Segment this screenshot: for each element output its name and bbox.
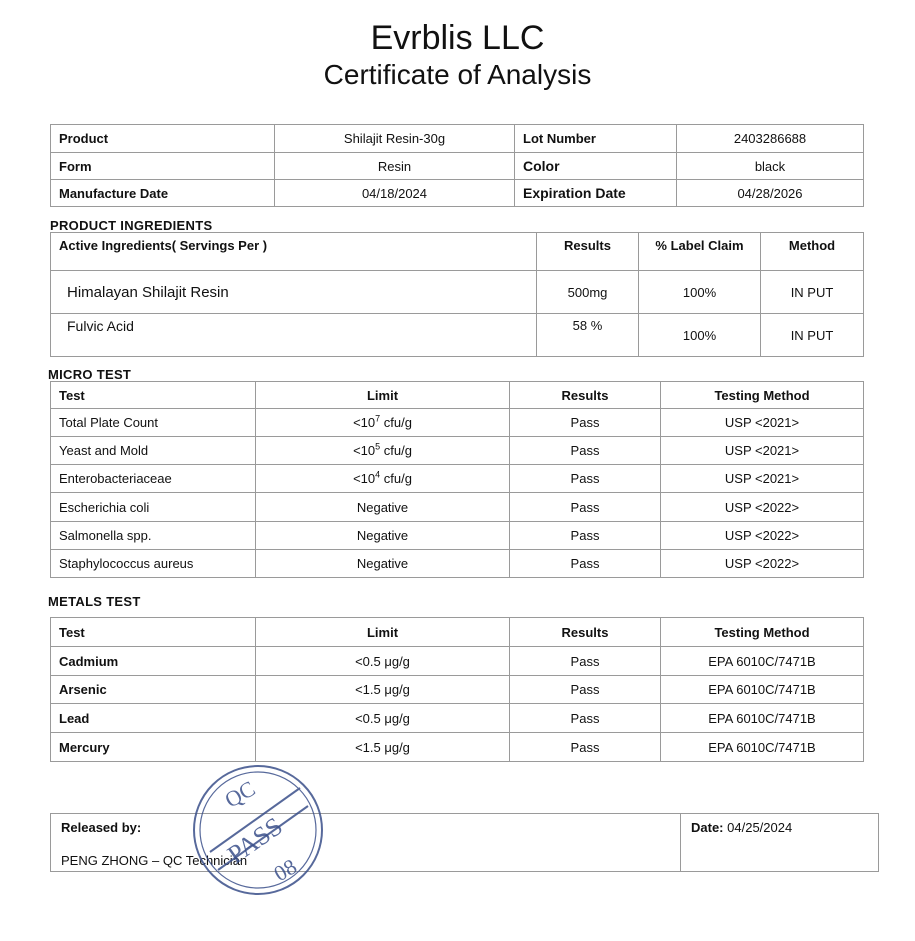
ingredient-claim: 100% [639,271,761,314]
ingredients-header-results: Results [537,233,639,271]
micro-test-result: Pass [510,409,661,437]
ingredients-table [50,232,864,357]
table-row [51,676,864,704]
metals-test-table [50,617,864,762]
manufacture-date-label: Manufacture Date [51,180,275,207]
released-by-cell [51,814,681,872]
micro-test-result: Pass [510,437,661,465]
metal-result: Pass [510,647,661,676]
product-label: Product [51,125,275,153]
table-row [51,465,864,493]
stamp-bottom-text: 08 [269,853,301,887]
micro-test-name: Staphylococcus aureus [51,550,256,578]
stamp-top-text: QC [220,775,260,813]
micro-test-name: Yeast and Mold [51,437,256,465]
micro-test-limit: Negative [256,550,510,578]
lot-number-label: Lot Number [515,125,677,153]
document-title: Certificate of Analysis [323,59,592,90]
table-row [51,550,864,578]
table-row [51,314,864,357]
table-row [51,647,864,676]
release-date-label: Date: [691,820,724,835]
ingredient-name: Himalayan Shilajit Resin [51,271,537,314]
metal-method: EPA 6010C/7471B [661,676,864,704]
micro-header-test: Test [51,382,256,409]
form-value: Resin [275,153,515,180]
ingredients-header-method: Method [761,233,864,271]
product-info-table [50,124,864,207]
micro-test-limit: Negative [256,522,510,550]
micro-test-method: USP <2021> [661,465,864,493]
expiration-date-value: 04/28/2026 [677,180,864,207]
micro-test-name: Enterobacteriaceae [51,465,256,493]
release-table [50,813,879,872]
micro-test-name: Escherichia coli [51,493,256,522]
micro-test-method: USP <2022> [661,550,864,578]
micro-test-limit: Negative [256,493,510,522]
ingredient-name: Fulvic Acid [51,314,537,357]
micro-test-heading: MICRO TEST [48,367,132,382]
ingredients-header-name: Active Ingredients( Servings Per ) [51,233,537,271]
ingredient-result: 58 % [537,314,639,357]
released-by-name: PENG ZHONG – QC Technician [61,853,248,868]
micro-test-table [50,381,864,578]
micro-test-limit: $<10^7$ cfu/g [256,409,510,437]
product-value: Shilajit Resin-30g [275,125,515,153]
micro-test-method: USP <2022> [661,522,864,550]
ingredient-method: IN PUT [761,314,864,357]
metals-header-limit: Limit [256,618,510,647]
micro-test-result: Pass [510,550,661,578]
release-date-cell [681,814,879,872]
micro-test-limit: $<10^5$ cfu/g [256,437,510,465]
released-by-label: Released by: [61,820,142,835]
metal-limit: <1.5 μg/g [256,676,510,704]
metal-method: EPA 6010C/7471B [661,704,864,733]
ingredient-method: IN PUT [761,271,864,314]
ingredients-header-claim: % Label Claim [639,233,761,271]
stamp-middle-text: PASS [222,811,288,870]
company-name: Evrblis LLC [370,19,545,57]
table-row [51,493,864,522]
manufacture-date-value: 04/18/2024 [275,180,515,207]
micro-test-name: Total Plate Count [51,409,256,437]
metal-result: Pass [510,676,661,704]
micro-test-limit: $<10^4$ cfu/g [256,465,510,493]
release-date-value: 04/25/2024 [727,820,793,835]
metal-name: Cadmium [51,647,256,676]
ingredient-result: 500mg [537,271,639,314]
micro-test-result: Pass [510,493,661,522]
micro-test-method: USP <2021> [661,437,864,465]
table-row [51,704,864,733]
micro-header-limit: Limit [256,382,510,409]
table-row [51,437,864,465]
micro-test-name: Salmonella spp. [51,522,256,550]
metal-result: Pass [510,704,661,733]
metal-limit: <1.5 μg/g [256,733,510,762]
micro-test-method: USP <2022> [661,493,864,522]
micro-header-results: Results [510,382,661,409]
metal-method: EPA 6010C/7471B [661,733,864,762]
metal-limit: <0.5 μg/g [256,704,510,733]
metals-header-test: Test [51,618,256,647]
table-row [51,733,864,762]
micro-test-result: Pass [510,522,661,550]
metals-header-method: Testing Method [661,618,864,647]
ingredient-claim: 100% [639,314,761,357]
metal-name: Arsenic [51,676,256,704]
metal-name: Lead [51,704,256,733]
metal-result: Pass [510,733,661,762]
metal-name: Mercury [51,733,256,762]
micro-test-method: USP <2021> [661,409,864,437]
form-label: Form [51,153,275,180]
metal-limit: <0.5 μg/g [256,647,510,676]
metals-header-results: Results [510,618,661,647]
micro-test-result: Pass [510,465,661,493]
metals-test-heading: METALS TEST [48,594,141,609]
table-row [51,409,864,437]
product-ingredients-heading: PRODUCT INGREDIENTS [50,218,213,233]
table-row [51,271,864,314]
lot-number-value: 2403286688 [677,125,864,153]
micro-header-method: Testing Method [661,382,864,409]
metal-method: EPA 6010C/7471B [661,647,864,676]
expiration-date-label: Expiration Date [515,180,677,207]
color-value: black [677,153,864,180]
table-row [51,522,864,550]
color-label: Color [515,153,677,180]
